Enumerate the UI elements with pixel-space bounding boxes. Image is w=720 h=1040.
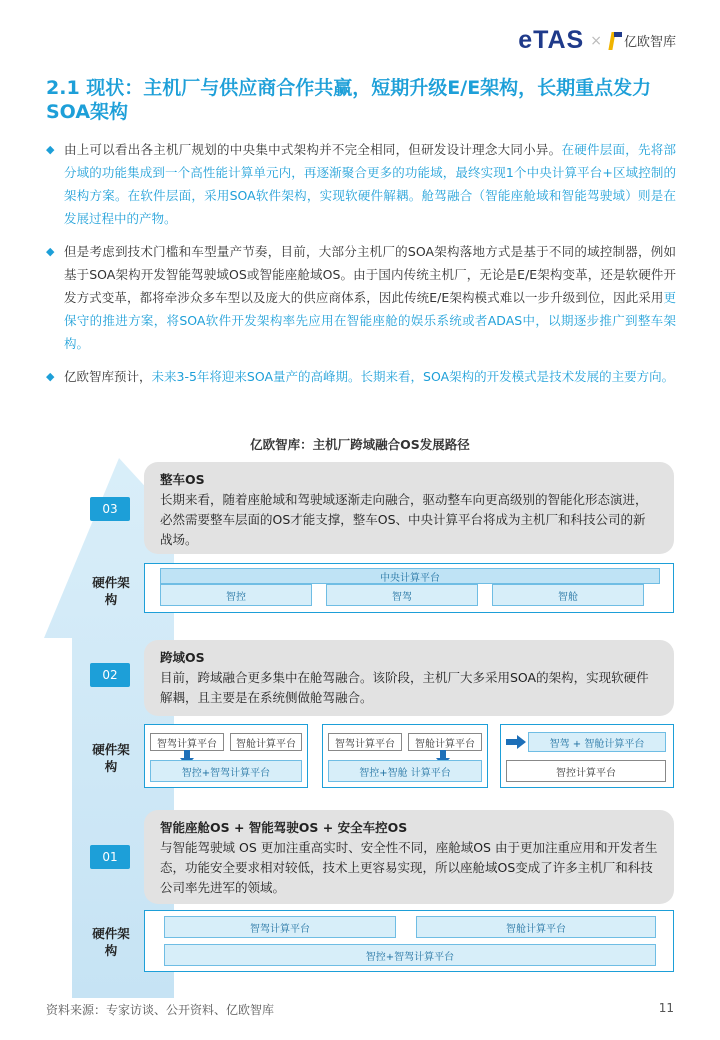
- bullet-plain-text: 由上可以看出各主机厂规划的中央集中式架构并不完全相同，但研发设计理念大同小异。: [64, 142, 562, 157]
- stage-03-text: 长期来看，随着座舱域和驾驶域逐渐走向融合，驱动整车向更高级别的智能化形态演进，必然需要整车层面的OS才能支撑，整车OS、中央计算平台将成为主机厂和科技公司的新战场。: [160, 492, 648, 547]
- hw-box-zhicang-platform: 智舱计算平台: [416, 916, 656, 938]
- bullet-list: [46, 138, 676, 398]
- yiou-logo-icon: [608, 32, 622, 50]
- hw-box-zhijia-platform: 智驾计算平台: [164, 916, 396, 938]
- diagram-title: 亿欧智库：主机厂跨域融合OS发展路径: [250, 437, 470, 452]
- bullet-plain-text: 但是考虑到技术门槛和车型量产节奏，目前，大部分主机厂的SOA架构落地方式是基于不同的域控制器，例如基于SOA架构开发智能驾驶域OS或智能座舱域OS。由于国内传统主机厂，无论是E/E架构变革，还是软硬件开发方式变革，都将牵涉众多车型以及庞大的供应商体系，因此传统E/E架构模式难以一步升级到位，因此采用: [64, 244, 676, 305]
- stage-01-text: 与智能驾驶域 OS 更加注重高实时、安全性不同，座舱域OS 由于更加注重应用和开发者生态，功能安全要求相对较低，技术上更容易实现，所以座舱域OS变成了许多主机厂和科技公司率先进军的领域。: [160, 840, 658, 895]
- bullet-item: [46, 365, 676, 388]
- diamond-bullet-icon: ◆: [46, 370, 55, 383]
- hw-box-merged-platform: 智控+智驾计算平台: [150, 760, 302, 782]
- hw-box-zhikong-platform: 智控计算平台: [506, 760, 666, 782]
- hw-label-02: 硬件架构: [92, 742, 130, 774]
- logo-separator: ×: [590, 32, 602, 49]
- stage-02-card: [144, 640, 674, 716]
- hw-box-zhijia: 智驾: [326, 584, 478, 606]
- stage-02-heading: 跨域OS: [160, 650, 205, 665]
- stage-02-text: 目前，跨域融合更多集中在舱驾融合。该阶段，主机厂大多采用SOA的架构，实现软硬件解耦，且主要是在系统侧做舱驾融合。: [160, 670, 649, 705]
- hw-box-zhikong: 智控: [160, 584, 312, 606]
- footer-source: 资料来源：专家访谈、公开资料、亿欧智库: [46, 1003, 275, 1017]
- hw-box-merged-platform: 智控+智舱 计算平台: [328, 760, 482, 782]
- central-compute-header: 中央计算平台: [160, 568, 660, 584]
- page-number: 11: [658, 1001, 674, 1015]
- hw-box-merged-platform: 智驾 + 智舱计算平台: [528, 732, 666, 752]
- bullet-highlight-text: 未来3-5年将迎来SOA量产的高峰期。长期来看，SOA架构的开发模式是技术发展的主要方向。: [151, 369, 675, 384]
- bullet-item: [46, 138, 676, 230]
- etas-logo: eTAS: [518, 26, 585, 54]
- stage-03-badge: 03: [90, 497, 130, 521]
- stage-01-heading: 智能座舱OS + 智能驾驶OS + 安全车控OS: [160, 820, 408, 835]
- bullet-highlight-text: 在硬件层面，先将部分域的功能集成到一个高性能计算单元内，再逐渐聚合更多的功能域，最终实现1个中央计算平台+区域控制的架构方案。在软件层面，采用SOA软件架构，实现软硬件解耦。舱驾融合（智能座舱域和智能驾驶域）则是在发展过程中的产物。: [64, 142, 676, 226]
- stage-03-card: [144, 462, 674, 554]
- stage-01-card: [144, 810, 674, 904]
- hw-box-zhicang: 智舱: [492, 584, 644, 606]
- hw-box-merged-platform: 智控+智驾计算平台: [164, 944, 656, 966]
- hw-label-03: 硬件架构: [92, 575, 130, 607]
- stage-02-badge: 02: [90, 663, 130, 687]
- hw-box-zhijia-platform: 智驾计算平台: [328, 733, 402, 751]
- hw-label-01: 硬件架构: [92, 926, 130, 958]
- diamond-bullet-icon: ◆: [46, 143, 55, 156]
- hw-box-zhicang-platform: 智舱计算平台: [230, 733, 302, 751]
- right-arrow-icon: [506, 735, 526, 749]
- page-title: 2.1 现状：主机厂与供应商合作共赢，短期升级E/E架构，长期重点发力SOA架构: [46, 77, 652, 123]
- bullet-text: [64, 365, 674, 388]
- diamond-bullet-icon: ◆: [46, 245, 55, 258]
- hw-box-zhijia-platform: 智驾计算平台: [150, 733, 224, 751]
- yiou-logo: [608, 31, 676, 50]
- yiou-logo-text: 亿欧智库: [623, 35, 676, 50]
- header-logos: [518, 26, 676, 55]
- bullet-highlight-text: 更保守的推进方案，将SOA软件开发架构率先应用在智能座舱的娱乐系统或者ADAS中，以期逐步推广到整车架构。: [64, 290, 676, 351]
- bullet-item: [46, 240, 676, 355]
- bullet-text: [64, 138, 676, 230]
- bullet-text: [64, 240, 676, 355]
- bullet-plain-text: 亿欧智库预计，: [64, 369, 152, 384]
- stage-01-badge: 01: [90, 845, 130, 869]
- stage-03-heading: 整车OS: [160, 472, 205, 487]
- hw-box-zhicang-platform: 智舱计算平台: [408, 733, 482, 751]
